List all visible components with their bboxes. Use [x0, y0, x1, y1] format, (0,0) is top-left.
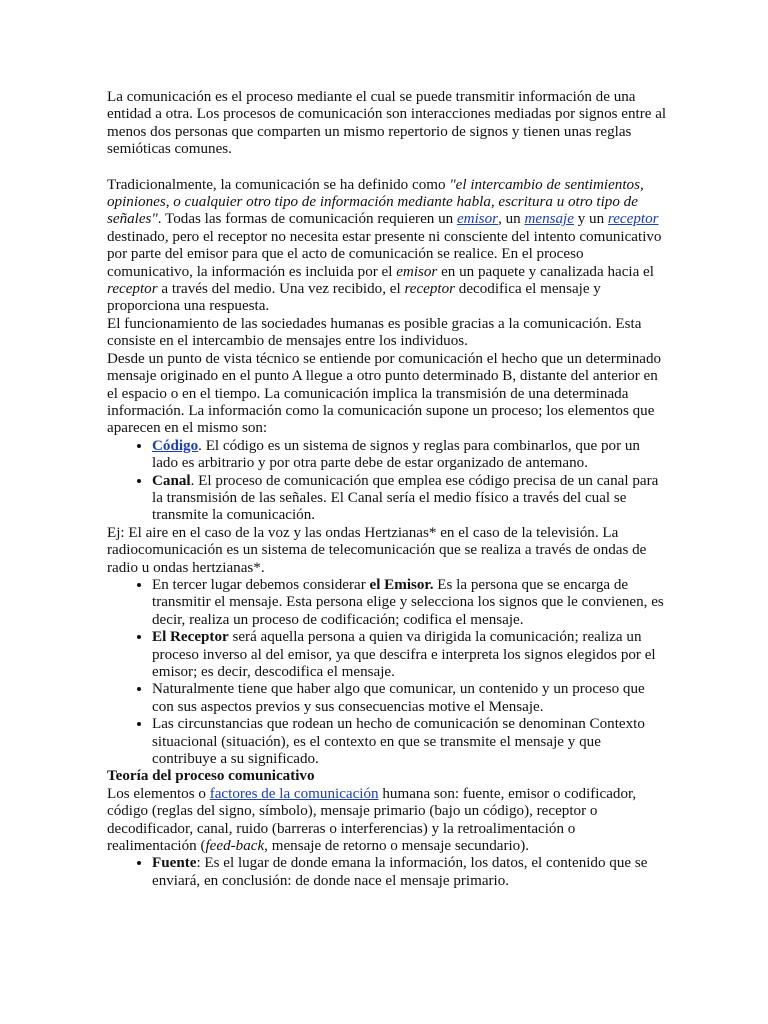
emisor-label: el Emisor. — [369, 576, 434, 593]
text-run: decodifica el mensaje y proporciona una respuesta. — [107, 281, 601, 315]
emisor-link[interactable]: emisor — [456, 211, 499, 228]
factors-list — [107, 855, 667, 890]
elements-list — [107, 438, 667, 525]
document-page — [107, 89, 667, 890]
text-run: . El código es un sistema de signos y reglas para combinarlos, que por un lado es arbitrario y por otra parte debe de estar organizado de antemano. — [152, 437, 640, 472]
text-run: en un paquete y canalizada hacia el — [437, 263, 654, 280]
text-run: En tercer lugar debemos considerar — [152, 576, 370, 593]
mensaje-link[interactable]: mensaje — [524, 211, 574, 228]
list-item-mensaje: • Naturalmente tiene que haber algo que comunicar, un contenido y un proceso que con sus aspectos previos y sus consecuencias motive el Mensaje. — [152, 681, 667, 716]
paragraph-gap — [107, 159, 667, 177]
roles-list — [107, 577, 667, 768]
list-item-fuente — [152, 855, 667, 890]
text-run: y un — [573, 211, 608, 228]
text-run: , mensaje de retorno o mensaje secundario). — [264, 838, 530, 855]
factors-paragraph — [107, 786, 667, 856]
text-run: a través del medio. Una vez recibido, el — [157, 281, 405, 298]
list-item-codigo — [152, 438, 667, 473]
traditional-definition-paragraph — [107, 177, 667, 316]
text-run: humana son: fuente, emisor o codificador, código (reglas del signo, símbolo), mensaje primario (bajo un código), receptor o decodificador, canal, ruido (barreras o interferencias) y la retroalimentación o realimentación ( — [107, 785, 637, 855]
receptor-italic: receptor — [107, 281, 158, 298]
list-item-contexto: • Las circunstancias que rodean un hecho de comunicación se denominan Contexto situacional (situación), es el contexto en que se transmite el mensaje y que contribuye a su significado. — [152, 716, 667, 768]
canal-label: Canal — [152, 472, 191, 489]
list-item-receptor — [152, 629, 667, 681]
receptor-label: El Receptor — [152, 629, 229, 646]
text-run: Los elementos o — [107, 785, 210, 802]
societies-paragraph: El funcionamiento de las sociedades humanas es posible gracias a la comunicación. Esta consiste en el intercambio de mensajes entre los individuos. — [107, 315, 642, 350]
emisor-italic: emisor — [396, 263, 438, 280]
text-run: Es la persona que se encarga de transmitir el mensaje. Esta persona elige y selecciona los signos que le convienen, es decir, realiza un proceso de codificación; codifica el mensaje. — [152, 576, 664, 628]
section-heading: Teoría del proceso comunicativo — [107, 768, 315, 785]
text-run: será aquella persona a quien va dirigida la comunicación; realiza un proceso inverso al del emisor, ya que descifra e interpreta los signos elegidos por el emisor; es decir, descodifica el mensaje. — [152, 629, 656, 680]
technical-paragraph: Desde un punto de vista técnico se entiende por comunicación el hecho que un determinado mensaje originado en el punto A llegue a otro punto determinado B, distante del anterior en el espacio o en el tiempo. La comunicación implica la transmisión de una determinada información. La información como la comunicación supone un proceso; los elementos que aparecen en el mismo son: — [107, 350, 662, 437]
example-paragraph: Ej: El aire en el caso de la voz y las ondas Hertzianas* en el caso de la televisión. La radiocomunicación es un sistema de telecomunicación que se realiza a través de ondas de radio u ondas hertzianas*. — [107, 524, 647, 576]
receptor-link[interactable]: receptor — [607, 211, 659, 228]
list-item-emisor — [152, 577, 667, 629]
text-run: . Todas las formas de comunicación requieren un — [157, 211, 457, 228]
fuente-label: Fuente — [152, 855, 197, 872]
list-item-canal — [152, 473, 667, 525]
text-run: , un — [498, 211, 525, 228]
codigo-link[interactable]: Código — [152, 437, 199, 454]
receptor-italic: receptor — [404, 281, 456, 298]
definition-quote: "el intercambio de sentimientos, opiniones, o cualquier otro tipo de información mediante habla, escritura u otro tipo de señales" — [107, 176, 644, 228]
text-run: destinado, pero el receptor no necesita estar presente ni consciente del intento comunicativo por parte del emisor para que el acto de comunicación se realice. En el proceso comunicativo, la información es incluida por el — [107, 228, 662, 280]
feedback-italic: feed-back — [205, 838, 265, 855]
text-run: : Es el lugar de donde emana la información, los datos, el contenido que se enviará, en conclusión: de donde nace el mensaje primario. — [152, 855, 648, 889]
text-run: Tradicionalmente, la comunicación se ha definido como — [107, 176, 450, 193]
intro-paragraph: La comunicación es el proceso mediante el cual se puede transmitir información de una entidad a otra. Los procesos de comunicación son interacciones mediadas por signos entre al menos dos personas que comparten un mismo repertorio de signos y tienen unas reglas semióticas comunes. — [107, 89, 667, 158]
text-run: . El proceso de comunicación que emplea ese código precisa de un canal para la transmisión de las señales. El Canal sería el medio físico a través del cual se transmite la comunicación. — [152, 472, 659, 524]
factores-link[interactable]: factores de la comunicación — [209, 785, 379, 802]
